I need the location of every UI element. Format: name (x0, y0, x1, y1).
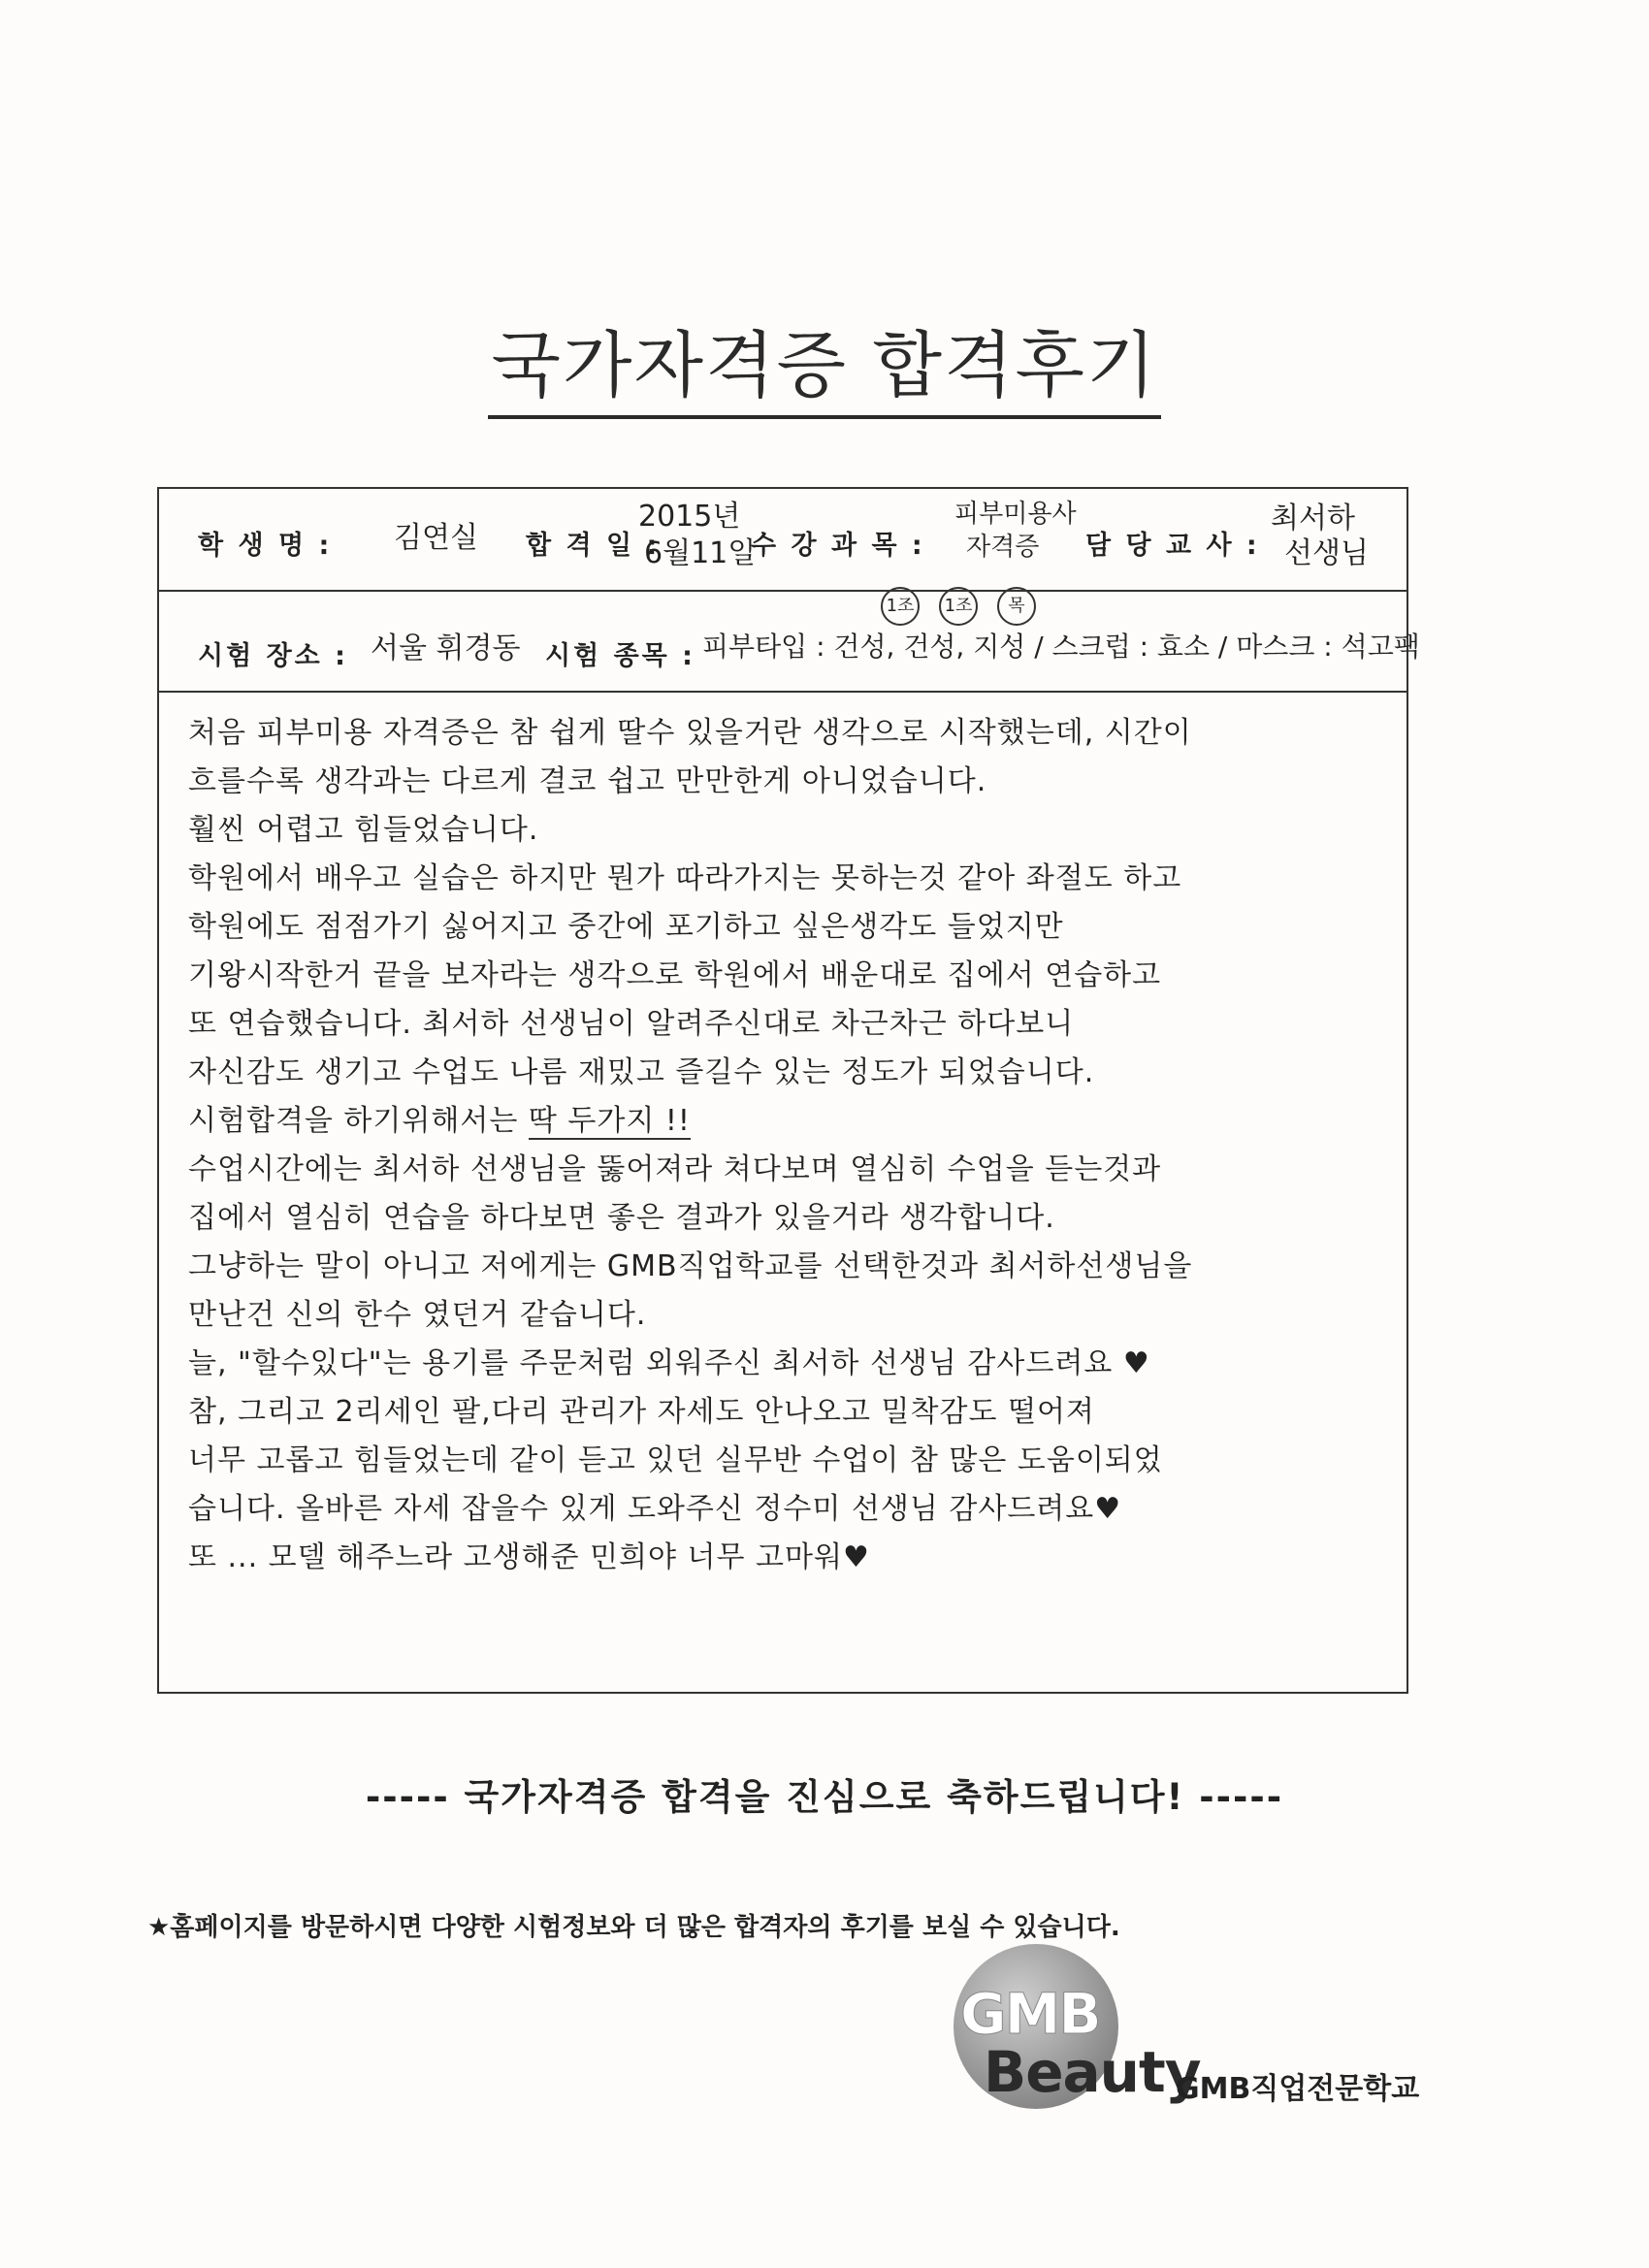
title-text: 국가자격증 합격후기 (488, 308, 1162, 419)
body-line-16: 너무 고롭고 힘들었는데 같이 듣고 있던 실무반 수업이 참 많은 도움이되었 (188, 1443, 1163, 1477)
info-row-1 (159, 489, 1406, 592)
gmb-logo-text: GMB (960, 1981, 1100, 2047)
body-line-2: 흐를수록 생각과는 다르게 결코 쉽고 만만한게 아니었습니다. (188, 764, 987, 798)
course-label: 수 강 과 목 : (751, 531, 925, 561)
review-form (157, 487, 1420, 1694)
body-line-5: 학원에도 점점가기 싫어지고 중간에 포기하고 싶은생각도 들었지만 (188, 910, 1064, 944)
place-value: 서울 휘경동 (371, 632, 521, 665)
body-line-6: 기왕시작한거 끝을 보자라는 생각으로 학원에서 배운대로 집에서 연습하고 (188, 958, 1162, 992)
page-title (0, 308, 1649, 419)
body-line-8: 자신감도 생기고 수업도 나름 재밌고 즐길수 있는 정도가 되었습니다. (188, 1055, 1095, 1089)
teacher-line2: 선생님 (1284, 536, 1369, 570)
course-line2: 자격증 (966, 533, 1040, 562)
body-line-7: 또 연습했습니다. 최서하 선생님이 알려주신대로 차근차근 하다보니 (188, 1007, 1075, 1041)
circle-mark-3: 목 (997, 587, 1036, 626)
homepage-note: ★홈페이지를 방문하시면 다양한 시험정보와 더 많은 합격자의 후기를 보실 수 있습니다. (147, 1913, 1120, 1942)
heart-icon: ♥ (842, 1540, 870, 1574)
body-line-3: 훨씬 어렵고 힘들었습니다. (188, 813, 539, 847)
body-line-12: 그냥하는 말이 아니고 저에게는 GMB직업학교를 선택한것과 최서하선생님을 (188, 1249, 1193, 1283)
heart-icon: ♥ (1094, 1492, 1122, 1526)
pass-date-line2: 6월11일 (644, 536, 757, 570)
pass-date-line1: 2015년 (638, 500, 741, 534)
circle-marks (881, 586, 1055, 626)
student-value: 김연실 (394, 521, 478, 555)
body-line-10: 수업시간에는 최서하 선생님을 뚫어져라 쳐다보며 열심히 수업을 듣는것과 (188, 1152, 1162, 1186)
body-line-15: 참, 그리고 2리세인 팔,다리 관리가 자세도 안나오고 밀착감도 떨어져 (188, 1395, 1095, 1429)
course-line1: 피부미용사 (954, 500, 1077, 529)
body-line-17-text: 습니다. 올바른 자세 잡을수 있게 도와주신 정수미 선생님 감사드려요 (188, 1492, 1095, 1526)
body-line-17 (188, 1484, 1121, 1527)
body-line-14-text: 늘, "할수있다"는 용기를 주문처럼 외워주신 최서하 선생님 감사드려요 (188, 1346, 1114, 1380)
circle-mark-1: 1조 (881, 587, 920, 626)
body-line-1: 처음 피부미용 자격증은 참 쉽게 딸수 있을거란 생각으로 시작했는데, 시간이 (188, 716, 1192, 750)
beauty-logo-text: Beauty (984, 2039, 1201, 2105)
pass-date-label: 합 격 일 : (526, 531, 661, 561)
student-label: 학 생 명 : (198, 531, 333, 561)
circle-mark-2: 1조 (939, 587, 978, 626)
body-line-9-text: 시험합격을 하기위해서는 (188, 1104, 519, 1138)
teacher-label: 담 당 교 사 : (1085, 531, 1260, 561)
body-line-18 (188, 1533, 870, 1575)
info-row-2 (159, 590, 1420, 693)
body-line-18-text: 또 ... 모델 해주느라 고생해준 민희야 너무 고마워 (188, 1540, 843, 1574)
body-line-13: 만난건 신의 한수 였던거 같습니다. (188, 1298, 647, 1332)
congrats-banner: ----- 국가자격증 합격을 진심으로 축하드립니다! ----- (365, 1776, 1284, 1818)
body-line-11: 집에서 열심히 연습을 하다보면 좋은 결과가 있을거라 생각합니다. (188, 1201, 1055, 1235)
place-label: 시험 장소 : (198, 641, 348, 671)
school-name: GMB직업전문학교 (1176, 2072, 1420, 2106)
heart-icon: ♥ (1122, 1346, 1150, 1380)
type-value: 피부타입 : 건성, 건성, 지성 / 스크럽 : 효소 / 마스크 : 석고팩 (702, 631, 1420, 663)
type-label: 시험 종목 : (545, 641, 695, 671)
body-line-14 (188, 1339, 1150, 1381)
emphasis-text: 딱 두가지 !! (528, 1104, 691, 1138)
body-line-4: 학원에서 배우고 실습은 하지만 뭔가 따라가지는 못하는것 같아 좌절도 하고 (188, 861, 1182, 895)
teacher-line1: 최서하 (1271, 502, 1355, 535)
body-line-9 (188, 1096, 691, 1139)
